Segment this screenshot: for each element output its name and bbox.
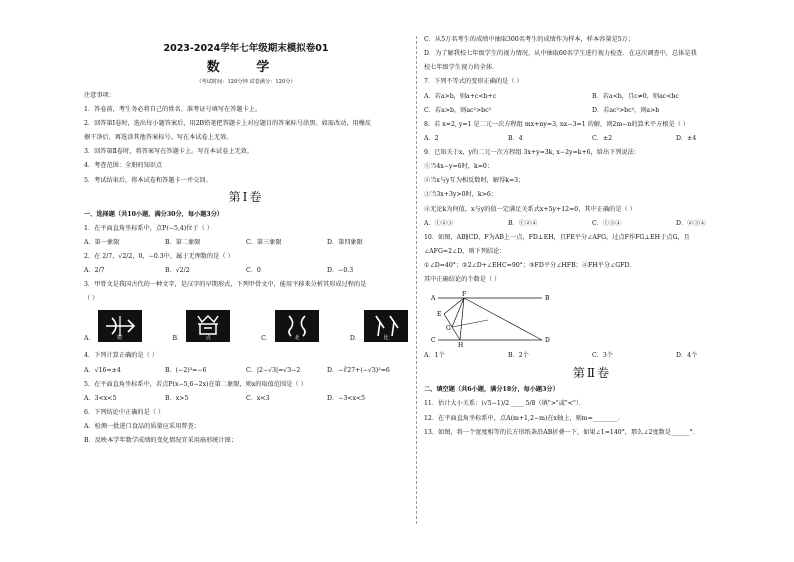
q9-statement-2: ②当x与y互为相反数时，解得k=3； (424, 177, 525, 185)
oracle-bone-image-bi: 比 (364, 310, 408, 342)
question-2-options (84, 267, 408, 274)
parallel-lines-diagram (430, 290, 570, 348)
notice-3: 3．回答第Ⅱ卷时，将答案写在答题卡上。写在本试卷上无效。 (84, 148, 254, 156)
q6-option-c: C．从5万名考生的成绩中抽取300名考生的成绩作为样本，样本容量是5万； (424, 36, 635, 43)
question-5: 5．在平面直角坐标系中，若点P(x−5,6−2x)在第二象限，则x的取值范围是（ ） (84, 380, 307, 388)
exam-meta: （考试时间：120分钟 试卷满分：120分） (196, 78, 296, 85)
q7-option-a: A．若a>b，则a+c<b+c (424, 92, 497, 100)
question-4-options (84, 367, 408, 374)
question-1: 1．在平面直角坐标系中，点P(−5,4)位于（ ） (84, 224, 213, 232)
q7-option-c: C．若a>b，则ac²>bc² (424, 106, 492, 114)
q8-option-d: D．±4 (676, 134, 697, 142)
q4-option-c: C．|2−√3|=√3−2 (246, 366, 301, 374)
label-g: G (446, 325, 451, 333)
q6-option-d-cont: 校七年级学生视力的全体． (424, 64, 499, 72)
notice-4: 4．考查范围：全册的知识点 (84, 162, 163, 170)
question-8: 8．若 x=2, y=1 是二元一次方程组 mx+ny=3, nx−3=1 的解，则2m−n的算术平方根是（ ） (424, 120, 690, 128)
label-h: H (458, 342, 464, 349)
q2-option-b: B．√2/2 (165, 267, 190, 274)
question-2: 2．在 2/7，√2/2，0，−0.3中，属于无理数的是（ ） (84, 252, 234, 260)
q5-option-c: C．x<3 (246, 394, 270, 402)
question-1-options (84, 239, 408, 246)
question-10: 10．如图，AB∥CD，F为AB上一点，FD⊥EH，且FE平分∠AFG，过点F作FG⊥EH于点G，且 (424, 233, 690, 241)
q3-option-b: B． 点 (172, 310, 230, 342)
q4-option-b: B．(−2)³=−6 (165, 366, 207, 374)
section-one-heading: 一、选择题（共10小题，满分30分，每小题3分） (84, 210, 224, 218)
label-d: D (545, 337, 550, 345)
q2-option-d: D．−0.3 (327, 267, 354, 274)
question-8-options (424, 135, 760, 142)
right-column (424, 36, 760, 443)
q10-option-b: B．2个 (508, 352, 529, 360)
q2-option-a: A．2/7 (84, 267, 105, 274)
question-3-options (84, 310, 408, 342)
q5-option-b: B．x>5 (165, 394, 189, 402)
q3-option-a: A． 射 (84, 310, 142, 342)
q9-statement-4: ④无论k为何值，x与y的值一定满足关系式x+5y+12=0，其中正确的是（ ） (424, 205, 636, 213)
q10-option-d: D．4个 (676, 352, 698, 360)
question-9-options (424, 220, 760, 227)
column-divider (416, 36, 417, 524)
exam-title: 2023-2024学年七年级期末模拟卷01 (163, 43, 329, 54)
notice-2: 2．回答第Ⅰ卷时，选出每小题答案后，用2B铅笔把答题卡上对应题目的答案标号涂黑。如需改动，用橡皮 (84, 120, 372, 128)
q2-option-c: C．0 (246, 267, 261, 274)
question-13: 13．如图，将一个宽度相等的长方形纸条沿AB折叠一下，如果∠1=140°，那么∠2度数是______°． (424, 428, 699, 436)
question-3: 3．甲骨文是我国古代的一种文字，是汉字的早期形式，下列甲骨文中，能用平移来分析其形成过程的是 (84, 281, 367, 289)
q6-option-b: B．反映本学年数学成绩的变化情况宜采用扇形统计图； (84, 437, 238, 445)
part-two-title: 第Ⅱ卷 (572, 365, 612, 380)
notice-2-cont: 擦干净后，再选涂其他答案标号。写在本试卷上无效。 (84, 134, 233, 142)
label-b: B (545, 295, 550, 303)
question-7-options-row2 (424, 107, 760, 114)
q9-option-c: C．①③④ (592, 219, 622, 227)
section-two-heading: 二、填空题（共6小题，满分18分，每小题3分） (424, 386, 559, 394)
label-c: C (431, 337, 436, 345)
q9-statement-1: ①当4x−y=6时，k=0； (424, 163, 494, 171)
question-11: 11．估计大小关系：(√5−1)/2 ____ 5/8（填">"或"<"）． (424, 400, 586, 408)
q3-option-d: D． 比 (350, 310, 408, 342)
q9-statement-3: ③当3x+3y>0时，k>6； (424, 191, 497, 199)
notice-heading: 注意事项： (84, 91, 115, 99)
oracle-bone-image-dian: 点 (186, 310, 230, 342)
q5-option-d: D．−3<x<5 (327, 394, 366, 402)
q6-option-d: D．为了解我校七年级学生的视力情况，从中抽取60名学生进行视力检查．在这次调查中，总体是我 (424, 50, 697, 58)
q7-option-d: D．若ac²>bc²，则a>b (592, 106, 660, 114)
question-12: 12．在平面直角坐标系中，点A(m+1,2−m)在x轴上，则m=________． (424, 414, 624, 422)
q1-option-a: A．第一象限 (84, 238, 120, 246)
q4-option-d: D．−∛27+(−√3)²=6 (327, 366, 390, 374)
question-10-options (424, 352, 760, 359)
question-10-cont-1: ∠AFG=2∠D，则下列结论： (424, 247, 506, 255)
label-a: A (431, 295, 436, 303)
q9-option-b: B．①②④ (508, 219, 538, 227)
q9-option-a: A．①②③ (424, 219, 454, 227)
q8-option-b: B．4 (508, 134, 523, 142)
part-one-title: 第Ⅰ卷 (228, 189, 264, 204)
question-7: 7．下列不等式的变形正确的是（ ） (424, 78, 523, 86)
question-10-cont-3: 其中正确结论的个数是（ ） (424, 276, 501, 284)
notice-5: 5．考试结束后，将本试卷和答题卡一并交回。 (84, 176, 212, 184)
question-4: 4．下列计算正确的是（ ） (84, 352, 158, 360)
oracle-bone-image-she: 射 (98, 310, 142, 342)
label-f: F (462, 291, 467, 299)
question-6: 6．下列结论中正确的是（ ） (84, 408, 165, 416)
q8-option-c: C．±2 (592, 134, 613, 142)
q7-option-b: B．若a<b，且c≠0，则ac<bc (592, 92, 679, 100)
label-e: E (437, 311, 442, 319)
question-3-cont: （ ） (84, 295, 99, 303)
q9-option-d: D．②③④ (676, 219, 706, 227)
left-column (84, 36, 408, 451)
question-9: 9．已知关于x，y的二元一次方程组 3x+y=3k, x−2y=k+6，给出下列说法： (424, 149, 641, 156)
q1-option-d: D．第四象限 (327, 238, 363, 246)
q6-option-a: A．检测一批进口食品的质量应采用普查； (84, 423, 200, 430)
question-7-options-row1 (424, 93, 760, 100)
q3-option-c: C． 北 (261, 310, 319, 342)
q10-option-a: A．1个 (424, 352, 445, 360)
notice-1: 1．答卷前，考生务必将自己的姓名、准考证号填写在答题卡上。 (84, 105, 262, 113)
subject-title: 数 学 (206, 59, 286, 75)
question-5-options (84, 395, 408, 402)
q8-option-a: A．2 (424, 134, 439, 142)
oracle-bone-image-bei: 北 (275, 310, 319, 342)
q10-option-c: C．3个 (592, 352, 614, 360)
q4-option-a: A．√16=±4 (84, 366, 121, 374)
question-10-cont-2: ①∠D=40°；②2∠D+∠EHC=90°；③FD平分∠HFB；④FH平分∠GFD． (424, 262, 636, 269)
q5-option-a: A．3<x<5 (84, 394, 117, 402)
question-10-figure (430, 290, 760, 350)
q1-option-b: B．第二象限 (165, 238, 201, 246)
q1-option-c: C．第三象限 (246, 238, 282, 246)
